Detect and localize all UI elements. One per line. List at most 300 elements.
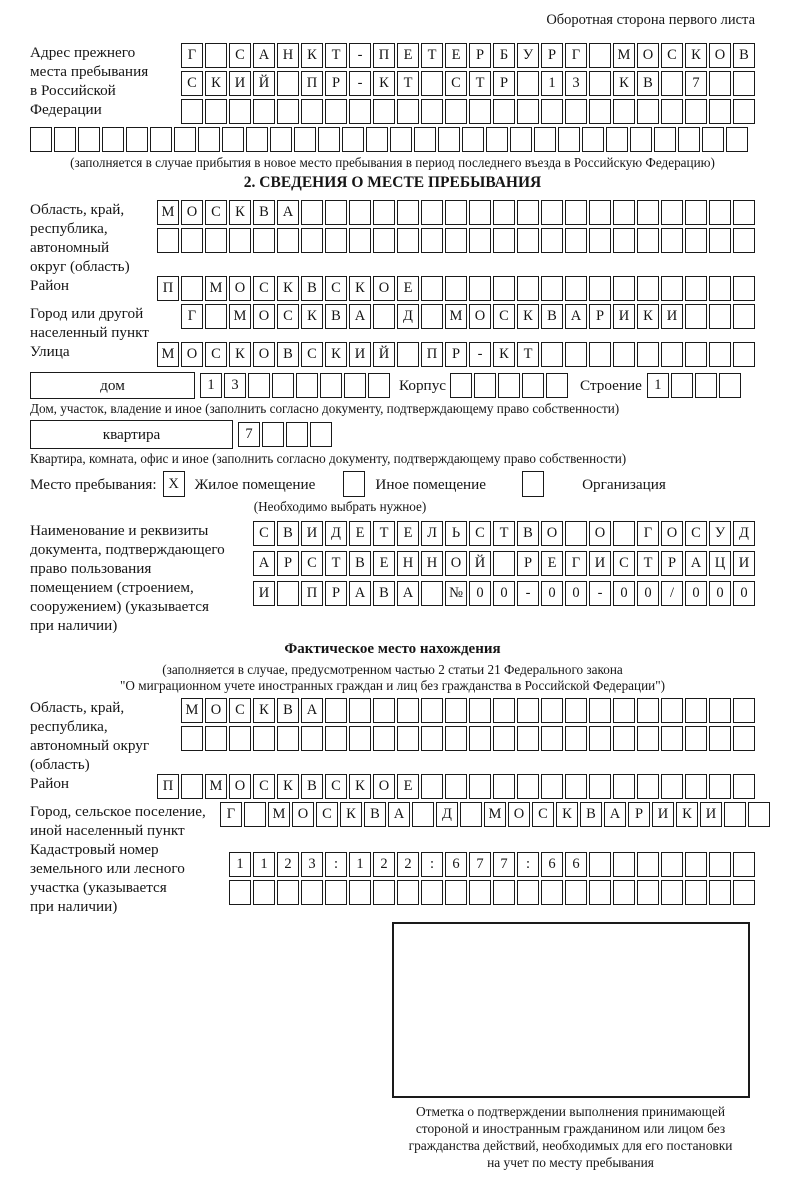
char-box: Е <box>397 276 419 301</box>
char-box: - <box>517 581 539 606</box>
char-box <box>253 99 275 124</box>
char-box <box>421 228 443 253</box>
char-box <box>613 726 635 751</box>
char-box <box>565 698 587 723</box>
char-box <box>589 342 611 367</box>
char-box: И <box>652 802 674 827</box>
char-box: - <box>589 581 611 606</box>
char-box: Р <box>541 43 563 68</box>
char-box: Т <box>397 71 419 96</box>
char-box: : <box>421 852 443 877</box>
char-box: Р <box>469 43 491 68</box>
char-box <box>54 127 76 152</box>
char-box <box>181 276 203 301</box>
char-box <box>445 276 467 301</box>
char-box <box>709 99 731 124</box>
char-box <box>445 726 467 751</box>
char-box <box>613 698 635 723</box>
char-box: У <box>517 43 539 68</box>
char-box <box>244 802 266 827</box>
char-box <box>517 880 539 905</box>
prev-address-group <box>30 43 755 127</box>
char-box: Т <box>637 551 659 576</box>
char-box: Н <box>277 43 299 68</box>
char-box: Д <box>733 521 755 546</box>
char-box <box>637 698 659 723</box>
char-box <box>469 276 491 301</box>
char-box: 1 <box>253 852 275 877</box>
actual-region-label: Область, край, республика, автономный округ (область) <box>30 699 150 773</box>
char-box: О <box>181 342 203 367</box>
char-box <box>174 127 196 152</box>
char-box <box>661 726 683 751</box>
char-box: К <box>277 774 299 799</box>
char-box <box>637 852 659 877</box>
char-box: О <box>508 802 530 827</box>
char-box <box>421 71 443 96</box>
char-box <box>253 228 275 253</box>
char-box <box>301 880 323 905</box>
char-box <box>325 200 347 225</box>
prev-address-row-2 <box>181 71 755 96</box>
char-box: А <box>253 43 275 68</box>
char-box <box>695 373 717 398</box>
prev-address-cells <box>181 43 755 127</box>
char-box <box>558 127 580 152</box>
char-box: В <box>517 521 539 546</box>
char-box: М <box>157 342 179 367</box>
house-type-box: дом <box>30 372 195 399</box>
organization-checkbox <box>522 471 544 497</box>
char-box: Г <box>220 802 242 827</box>
char-box <box>277 99 299 124</box>
char-box <box>349 726 371 751</box>
char-box <box>685 228 707 253</box>
char-box: М <box>205 774 227 799</box>
stay-type-note: (Необходимо выбрать нужное) <box>253 499 427 514</box>
char-box <box>661 228 683 253</box>
char-box: Т <box>325 43 347 68</box>
char-box <box>469 99 491 124</box>
char-box <box>325 880 347 905</box>
char-box: : <box>325 852 347 877</box>
char-box: 0 <box>709 581 731 606</box>
char-box <box>534 127 556 152</box>
char-box <box>493 698 515 723</box>
char-box <box>421 276 443 301</box>
char-box <box>253 880 275 905</box>
actual-region-cells <box>181 698 755 754</box>
char-box <box>613 880 635 905</box>
char-box: М <box>229 304 251 329</box>
char-box: 2 <box>397 852 419 877</box>
char-box: К <box>349 276 371 301</box>
char-box: К <box>301 304 323 329</box>
char-box <box>460 802 482 827</box>
char-box: 1 <box>349 852 371 877</box>
char-box <box>565 521 587 546</box>
actual-district-cells <box>157 774 755 799</box>
page-side-note: Оборотная сторона первого листа <box>546 12 755 28</box>
char-box <box>181 228 203 253</box>
char-box: Е <box>373 551 395 576</box>
char-box <box>198 127 220 152</box>
char-box: Л <box>421 521 443 546</box>
char-box: Д <box>397 304 419 329</box>
char-box <box>277 71 299 96</box>
char-box <box>445 774 467 799</box>
char-box <box>661 71 683 96</box>
char-box <box>709 698 731 723</box>
char-box: - <box>349 71 371 96</box>
char-box: 0 <box>469 581 491 606</box>
char-box <box>493 551 515 576</box>
char-box <box>733 304 755 329</box>
char-box: К <box>229 342 251 367</box>
char-box: А <box>388 802 410 827</box>
char-box: Е <box>397 774 419 799</box>
char-box <box>733 276 755 301</box>
char-box: В <box>325 304 347 329</box>
char-box <box>709 304 731 329</box>
char-box: О <box>541 521 563 546</box>
char-box: Б <box>493 43 515 68</box>
char-box <box>565 228 587 253</box>
street-cells <box>157 342 755 367</box>
char-box <box>421 200 443 225</box>
char-box <box>709 71 731 96</box>
char-box <box>205 726 227 751</box>
char-box: К <box>556 802 578 827</box>
char-box <box>517 276 539 301</box>
char-box: М <box>613 43 635 68</box>
char-box <box>589 698 611 723</box>
char-box: В <box>301 774 323 799</box>
char-box: А <box>397 581 419 606</box>
char-box <box>613 99 635 124</box>
actual-city-cells <box>220 802 770 827</box>
char-box <box>582 127 604 152</box>
char-box: 3 <box>565 71 587 96</box>
char-box <box>397 726 419 751</box>
street-row <box>30 342 755 370</box>
char-box: О <box>589 521 611 546</box>
char-box: В <box>301 276 323 301</box>
char-box: С <box>469 521 491 546</box>
char-box <box>474 373 496 398</box>
char-box <box>748 802 770 827</box>
char-box <box>733 880 755 905</box>
char-box: К <box>517 304 539 329</box>
char-box <box>373 726 395 751</box>
char-box <box>733 99 755 124</box>
char-box: О <box>229 774 251 799</box>
actual-district-label: Район <box>30 775 70 792</box>
char-box <box>685 276 707 301</box>
house-caption: Дом, участок, владение и иное (заполнить согласно документу, подтверждающему право собственности) <box>30 401 620 416</box>
char-box <box>181 726 203 751</box>
char-box: 7 <box>238 422 260 447</box>
char-box: Р <box>445 342 467 367</box>
char-box <box>373 228 395 253</box>
char-box <box>421 99 443 124</box>
char-box: Т <box>469 71 491 96</box>
char-box: С <box>325 774 347 799</box>
stay-type-row <box>30 471 755 497</box>
char-box <box>709 774 731 799</box>
char-box: О <box>661 521 683 546</box>
other-premises-checkbox <box>343 471 365 497</box>
char-box <box>685 99 707 124</box>
stay-type-label: Место пребывания: <box>30 475 157 493</box>
char-box: И <box>253 581 275 606</box>
char-box <box>126 127 148 152</box>
district-label: Район <box>30 277 70 294</box>
char-box: 0 <box>637 581 659 606</box>
char-box: 0 <box>613 581 635 606</box>
char-box: 7 <box>493 852 515 877</box>
char-box <box>661 774 683 799</box>
char-box: В <box>277 521 299 546</box>
city-row <box>30 304 755 342</box>
char-box <box>637 342 659 367</box>
char-box <box>589 43 611 68</box>
char-box <box>709 726 731 751</box>
char-box <box>709 852 731 877</box>
apartment-caption: Квартира, комната, офис и иное (заполнить согласно документу, подтверждающему право собственности) <box>30 451 627 466</box>
char-box <box>613 276 635 301</box>
char-box: : <box>517 852 539 877</box>
char-box <box>469 774 491 799</box>
char-box: И <box>301 521 323 546</box>
char-box <box>661 276 683 301</box>
char-box <box>565 342 587 367</box>
char-box <box>102 127 124 152</box>
char-box <box>469 228 491 253</box>
house-number-cells <box>200 373 390 398</box>
char-box <box>301 228 323 253</box>
char-box: С <box>229 698 251 723</box>
char-box: Е <box>349 521 371 546</box>
cadastre-cells <box>229 852 755 908</box>
char-box <box>565 880 587 905</box>
district-row <box>30 276 755 304</box>
char-box: К <box>637 304 659 329</box>
char-box: А <box>253 551 275 576</box>
char-box <box>412 802 434 827</box>
char-box <box>246 127 268 152</box>
apartment-row <box>30 420 755 449</box>
char-box: 0 <box>733 581 755 606</box>
char-box <box>546 373 568 398</box>
char-box <box>205 99 227 124</box>
char-box: Й <box>373 342 395 367</box>
char-box: С <box>445 71 467 96</box>
char-box <box>421 726 443 751</box>
char-box <box>719 373 741 398</box>
char-box <box>630 127 652 152</box>
char-box <box>301 200 323 225</box>
char-box <box>469 880 491 905</box>
char-box <box>517 71 539 96</box>
char-box <box>606 127 628 152</box>
char-box <box>421 774 443 799</box>
char-box: П <box>373 43 395 68</box>
document-row-1 <box>253 521 755 546</box>
street-label: Улица <box>30 343 70 360</box>
char-box: А <box>685 551 707 576</box>
char-box <box>262 422 284 447</box>
char-box <box>320 373 342 398</box>
stamp-box <box>392 922 750 1098</box>
char-box <box>397 99 419 124</box>
city-label: Город или другой населенный пункт <box>30 305 149 341</box>
char-box: Д <box>325 521 347 546</box>
char-box: С <box>493 304 515 329</box>
char-box <box>510 127 532 152</box>
char-box <box>229 99 251 124</box>
char-box: К <box>349 774 371 799</box>
char-box: В <box>349 551 371 576</box>
region-label: Область, край, республика, автономный округ (область) <box>30 201 130 275</box>
char-box <box>296 373 318 398</box>
char-box <box>397 880 419 905</box>
char-box <box>589 71 611 96</box>
char-box: И <box>349 342 371 367</box>
char-box <box>373 99 395 124</box>
other-premises-option-label: Иное помещение <box>375 475 487 493</box>
char-box <box>637 774 659 799</box>
char-box <box>589 774 611 799</box>
char-box <box>181 774 203 799</box>
char-box <box>248 373 270 398</box>
cadastre-group <box>30 840 755 916</box>
char-box <box>493 880 515 905</box>
char-box <box>277 228 299 253</box>
char-box: И <box>733 551 755 576</box>
char-box: О <box>469 304 491 329</box>
char-box: О <box>709 43 731 68</box>
char-box <box>30 127 52 152</box>
char-box <box>541 880 563 905</box>
char-box <box>661 852 683 877</box>
char-box <box>272 373 294 398</box>
char-box <box>726 127 748 152</box>
char-box: С <box>613 551 635 576</box>
char-box <box>205 43 227 68</box>
char-box <box>565 99 587 124</box>
char-box: Г <box>181 43 203 68</box>
char-box <box>286 422 308 447</box>
char-box: К <box>301 43 323 68</box>
char-box <box>702 127 724 152</box>
char-box <box>685 200 707 225</box>
char-box: К <box>493 342 515 367</box>
korpus-label: Корпус <box>399 377 447 394</box>
char-box: 7 <box>685 71 707 96</box>
char-box: К <box>277 276 299 301</box>
char-box <box>277 726 299 751</box>
char-box: А <box>301 698 323 723</box>
char-box: 3 <box>301 852 323 877</box>
char-box <box>421 304 443 329</box>
stroenie-cells <box>647 373 741 398</box>
char-box <box>222 127 244 152</box>
prev-address-row-4 <box>30 127 755 152</box>
char-box: К <box>613 71 635 96</box>
char-box: В <box>277 698 299 723</box>
char-box: И <box>229 71 251 96</box>
char-box: В <box>277 342 299 367</box>
char-box <box>685 698 707 723</box>
char-box <box>733 774 755 799</box>
char-box <box>685 304 707 329</box>
char-box: Й <box>469 551 491 576</box>
char-box <box>541 774 563 799</box>
document-row-2 <box>253 551 755 576</box>
char-box <box>541 342 563 367</box>
char-box <box>637 228 659 253</box>
char-box <box>421 581 443 606</box>
char-box: Т <box>493 521 515 546</box>
char-box <box>373 880 395 905</box>
char-box <box>373 200 395 225</box>
char-box <box>414 127 436 152</box>
char-box <box>349 200 371 225</box>
char-box: А <box>277 200 299 225</box>
char-box <box>517 99 539 124</box>
char-box: Г <box>565 43 587 68</box>
char-box: К <box>325 342 347 367</box>
char-box: К <box>676 802 698 827</box>
char-box <box>469 698 491 723</box>
char-box: О <box>373 774 395 799</box>
char-box <box>565 774 587 799</box>
char-box <box>325 698 347 723</box>
prev-address-label: Адрес прежнего места пребывания в Российской Федерации <box>30 44 149 118</box>
char-box <box>373 304 395 329</box>
char-box: Г <box>565 551 587 576</box>
char-box <box>517 726 539 751</box>
char-box <box>349 880 371 905</box>
char-box: П <box>301 581 323 606</box>
char-box: - <box>349 43 371 68</box>
char-box <box>157 228 179 253</box>
char-box: Н <box>397 551 419 576</box>
char-box <box>685 726 707 751</box>
char-box: В <box>373 581 395 606</box>
document-row-3 <box>253 581 755 606</box>
char-box <box>373 698 395 723</box>
section2-title: 2. СВЕДЕНИЯ О МЕСТЕ ПРЕБЫВАНИЯ <box>243 174 542 191</box>
char-box <box>493 200 515 225</box>
char-box: Р <box>325 581 347 606</box>
char-box: М <box>205 276 227 301</box>
char-box <box>493 276 515 301</box>
char-box: 3 <box>224 373 246 398</box>
char-box <box>541 99 563 124</box>
region-cells <box>157 200 755 256</box>
char-box <box>733 698 755 723</box>
char-box <box>78 127 100 152</box>
char-box: М <box>445 304 467 329</box>
char-box <box>522 373 544 398</box>
char-box <box>685 774 707 799</box>
prev-address-caption: (заполняется в случае прибытия в новое место пребывания в период последнего въезда в Российскую Федерацию) <box>70 155 715 170</box>
char-box: Т <box>517 342 539 367</box>
char-box: С <box>277 304 299 329</box>
char-box <box>565 726 587 751</box>
